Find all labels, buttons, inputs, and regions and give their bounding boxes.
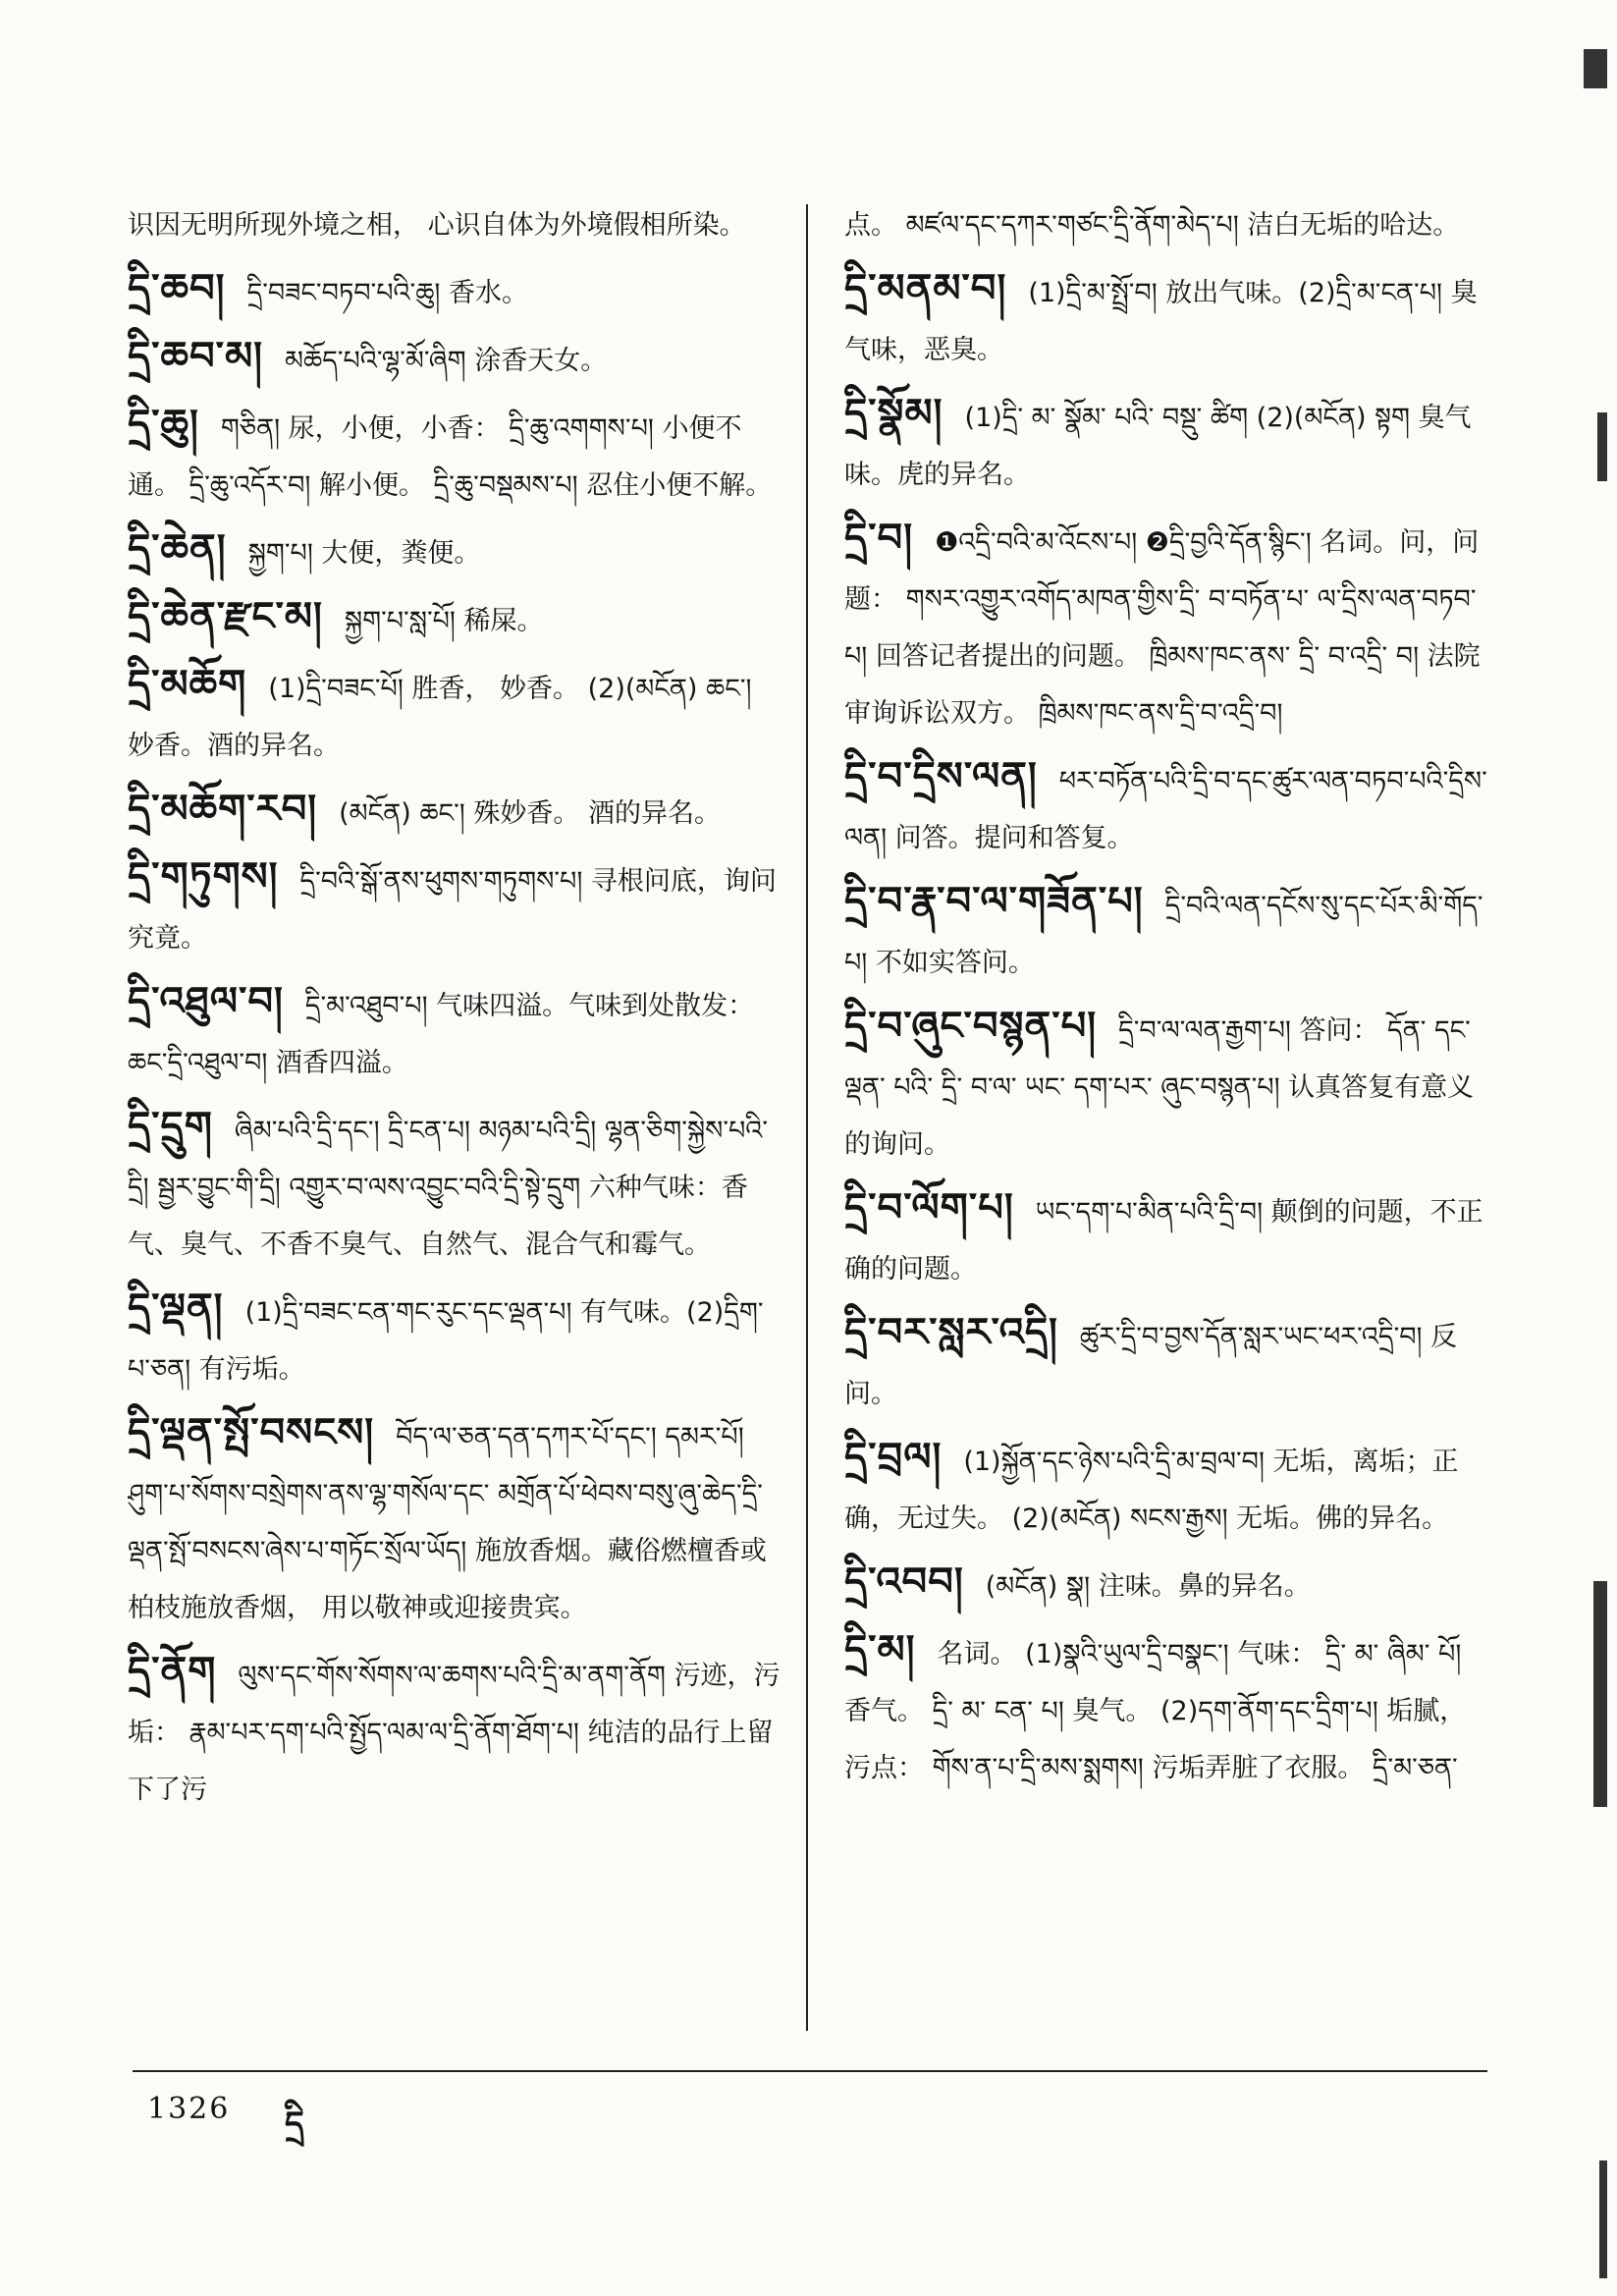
entry-definition: སྐྱག་པ། 大便，粪便。 (247, 538, 481, 569)
dictionary-entry (128, 657, 781, 774)
dictionary-entry (844, 1430, 1492, 1547)
dictionary-entry (128, 1405, 781, 1636)
entry-headword: དྲི་ཆེན་རྫང་མ། (128, 594, 323, 639)
entry-definition: (1)དྲི་བཟང་པོ། 胜香， 妙香。 (2)(མངོན) ཆང་། 妙香。酒的异名。 (128, 674, 752, 761)
scan-edge-mark (1593, 1581, 1607, 1807)
dictionary-entry (844, 999, 1492, 1173)
dictionary-entry (844, 874, 1492, 991)
entry-definition: 识因无明所现外境之相， 心识自体为外境假相所染。 (128, 210, 746, 241)
entry-headword: དྲི་བར་སླར་འདྲི། (844, 1310, 1058, 1355)
dictionary-entry (128, 1644, 781, 1818)
scan-edge-mark (1597, 412, 1607, 481)
entry-definition: ❶འདྲི་བའི་མ་འོངས་པ། ❷དྲི་བྱའི་དོན་སྙིང་། 名词。问，问题： གསར་འགྱུར་འགོད་མཁན་གྱིས་དྲི་ བ་བཏོན་པ་ ལ་དྲིས་ལན་བཏབ་པ། 回答记者提出的问题。 ཁྲིམས་ཁང་ནས་ དྲི་ བ་འདྲི་ བ། 法院审询诉讼双方。 ཁྲིམས་ཁང་ནས་དྲི་བ་འདྲི་བ། (844, 527, 1481, 729)
entry-headword: དྲི་བ་དྲིས་ལན། (844, 754, 1038, 799)
entry-headword: དྲི་འབབ། (844, 1559, 964, 1605)
dictionary-entry (128, 329, 781, 389)
entry-headword: དྲི་བ་ལོག་པ། (844, 1185, 1014, 1230)
dictionary-entry (128, 397, 781, 514)
dictionary-entry (128, 1099, 781, 1273)
entry-definition: མཆོད་པའི་ལྷ་མོ་ཞིག 涂香天女。 (285, 346, 608, 376)
entry-headword: དྲི་ནོག (128, 1649, 217, 1694)
dictionary-entry (128, 261, 781, 321)
entry-definition: ཡང་དག་པ་མིན་པའི་དྲི་བ། 颠倒的问题，不正确的问题。 (844, 1197, 1483, 1285)
entry-definition: ཞིམ་པའི་དྲི་དང་། དྲི་ངན་པ། མཉམ་པའི་དྲི། ལྷན་ཅིག་སྐྱེས་པའི་དྲི། སྦྱར་བྱུང་གི་དྲི། འགྱུར་བ་ལས་འབྱུང་བའི་དྲི་སྟེ་དྲུག 六种气味：香气、臭气、不香不臭气、自然气、混合气和霉气。 (128, 1116, 768, 1260)
dictionary-entry (844, 749, 1492, 866)
scan-edge-mark (1584, 49, 1607, 88)
entry-headword: དྲི་ལྡན། (128, 1285, 224, 1331)
entry-definition: སྐྱག་པ་སླ་པོ། 稀屎。 (344, 606, 544, 636)
entry-definition: ལུས་དང་གོས་སོགས་ལ་ཆགས་པའི་དྲི་མ་ནག་ནོག 污迹，污垢： རྣམ་པར་དག་པའི་སྤྱོད་ལམ་ལ་དྲི་ནོག་ཐོག་པ། 纯洁的品行上留下了污 (128, 1661, 781, 1805)
column-divider (806, 204, 808, 2031)
dictionary-entry (844, 511, 1492, 741)
dictionary-entry (844, 1180, 1492, 1297)
dictionary-entry (844, 386, 1492, 503)
entry-headword: དྲི་ལྡན་སྤོ་བསངས། (128, 1410, 375, 1455)
section-letter: དྲི (285, 2105, 304, 2144)
entry-headword: དྲི་བ། (844, 516, 914, 561)
dictionary-entry (844, 261, 1492, 378)
entry-definition: (1)སྐྱོན་དང་ཉེས་པའི་དྲི་མ་བྲལ་བ། 无垢，离垢；正确，无过失。 (2)(མངོན) སངས་རྒྱས། 无垢。佛的异名。 (844, 1447, 1459, 1534)
dictionary-entry (128, 589, 781, 649)
entry-definition: དྲི་བའི་སྒོ་ནས་ཕུགས་གཏུགས་པ། 寻根问底，询问究竟。 (128, 866, 777, 954)
entry-headword: དྲི་མནམ་བ། (844, 266, 1007, 311)
entry-definition: གཅིན། 尿，小便，小香： དྲི་ཆུ་འགགས་པ། 小便不通。 དྲི་ཆུ་འདོར་བ། 解小便。 དྲི་ཆུ་བསྡམས་པ། 忍住小便不解。 (128, 413, 773, 501)
dictionary-entry (844, 196, 1492, 253)
entry-definition: (1)དྲི་ མ་ སྣོམ་ པའི་ བསྡུ་ ཚིག (2)(མངོན) སྟག 臭气味。虎的异名。 (844, 403, 1472, 490)
scan-edge-mark (1599, 2160, 1607, 2278)
entry-definition: དྲི་བ་ལ་ལན་རྒྱག་པ། 答问： དོན་ དང་ལྡན་ པའི་ དྲི་ བ་ལ་ ཡང་ དག་པར་ ཞུང་བསྙན་པ། 认真答复有意义的询问。 (844, 1015, 1475, 1160)
page-number: 1326 (147, 2092, 231, 2126)
entry-headword: དྲི་ཆབ། (128, 266, 226, 311)
entry-definition: (1)དྲི་མ་སྤྲོ་བ། 放出气味。(2)དྲི་མ་ངན་པ། 臭气味，恶臭。 (844, 278, 1478, 365)
dictionary-entry (844, 1622, 1492, 1796)
entry-definition: ཚུར་དྲི་བ་བྱས་དོན་སླར་ཡང་ཕར་འདྲི་བ། 反问。 (844, 1322, 1458, 1409)
dictionary-entry (844, 1555, 1492, 1614)
entry-headword: དྲི་བ་རྣ་བ་ལ་གཟོན་པ། (844, 879, 1144, 924)
entry-headword: དྲི་བ་ཞུང་བསྙན་པ། (844, 1004, 1098, 1049)
entry-headword: དྲི་བྲལ། (844, 1435, 943, 1480)
dictionary-entry (128, 1281, 781, 1397)
entry-headword: དྲི་མཆོག (128, 662, 247, 707)
dictionary-entry (128, 782, 781, 842)
entry-definition: (མངོན) སྣ། 注味。鼻的异名。 (985, 1571, 1311, 1602)
dictionary-entry (128, 974, 781, 1091)
entry-definition: 点。 མཛལ་དང་དཀར་གཙང་དྲི་ནོག་མེད་པ། 洁白无垢的哈达。 (844, 210, 1460, 241)
entry-headword: དྲི་ཆེན། (128, 526, 227, 572)
left-column (128, 196, 781, 2043)
dictionary-entry (844, 1305, 1492, 1422)
dictionary-entry (128, 849, 781, 966)
entry-headword: དྲི་ཆབ་མ། (128, 334, 264, 379)
entry-headword: དྲི་མ། (844, 1627, 916, 1672)
dictionary-entry (128, 196, 781, 253)
dictionary-entry (128, 521, 781, 581)
entry-headword: དྲི་དྲུག (128, 1104, 213, 1149)
entry-definition: ཕར་བཏོན་པའི་དྲི་བ་དང་ཚུར་ལན་བཏབ་པའི་དྲིས་ལན། 问答。提问和答复。 (844, 766, 1487, 853)
entry-headword: དྲི་མཆོག་རབ། (128, 787, 318, 832)
entry-headword: དྲི་གཏུགས། (128, 854, 279, 900)
entry-headword: དྲི་སྣོམ། (844, 391, 943, 436)
entry-definition: དྲི་མ་འཐུབ་པ། 气味四溢。气味到处散发： ཆང་དྲི་འཐུལ་བ། 酒香四溢。 (128, 991, 755, 1078)
right-column (844, 196, 1492, 2043)
entry-definition: 名词。 (1)སྣའི་ཡུལ་དྲི་བསྣང་། 气味： དྲི་ མ་ ཞིམ་ པོ། 香气。 དྲི་ མ་ ངན་ པ། 臭气。 (2)དག་ནོག་དང་དྲིག་པ། 垢腻，污点： གོས་ན་པ་དྲི་མས་སྨགས། 污垢弄脏了衣服。 དྲི་མ་ཅན་ (844, 1639, 1467, 1783)
entry-definition: (1)དྲི་བཟང་ངན་གང་རུང་དང་ལྡན་པ། 有气味。(2)དྲིག་པ་ཅན། 有污垢。 (128, 1297, 764, 1385)
entry-headword: དྲི་ཆུ། (128, 402, 199, 447)
footer-rule (133, 2070, 1487, 2072)
entry-definition: (མངོན) ཆང་། 殊妙香。 酒的异名。 (339, 798, 721, 829)
entry-headword: དྲི་འཐུལ་བ། (128, 979, 284, 1024)
entry-definition: དྲི་བཟང་བཏབ་པའི་ཆུ། 香水。 (246, 278, 529, 308)
entry-definition: དྲི་བའི་ལན་དངོས་སུ་དང་པོར་མི་གོད་པ། 不如实答问。 (844, 891, 1483, 978)
entry-definition: བོད་ལ་ཅན་དན་དཀར་པོ་དང་། དམར་པོ། ཤུག་པ་སོགས་བསྲེགས་ནས་ལྷ་གསོལ་དང་ མགྲོན་པོ་ཕེབས་བསུ་ཞུ་ཆེད་དྲི་ལྡན་སྤོ་བསངས་ཞེས་པ་གཏོང་སྲོལ་ཡོད། 施放香烟。藏俗燃檀香或柏枝施放香烟， 用以敬神或迎接贵宾。 (128, 1422, 767, 1623)
